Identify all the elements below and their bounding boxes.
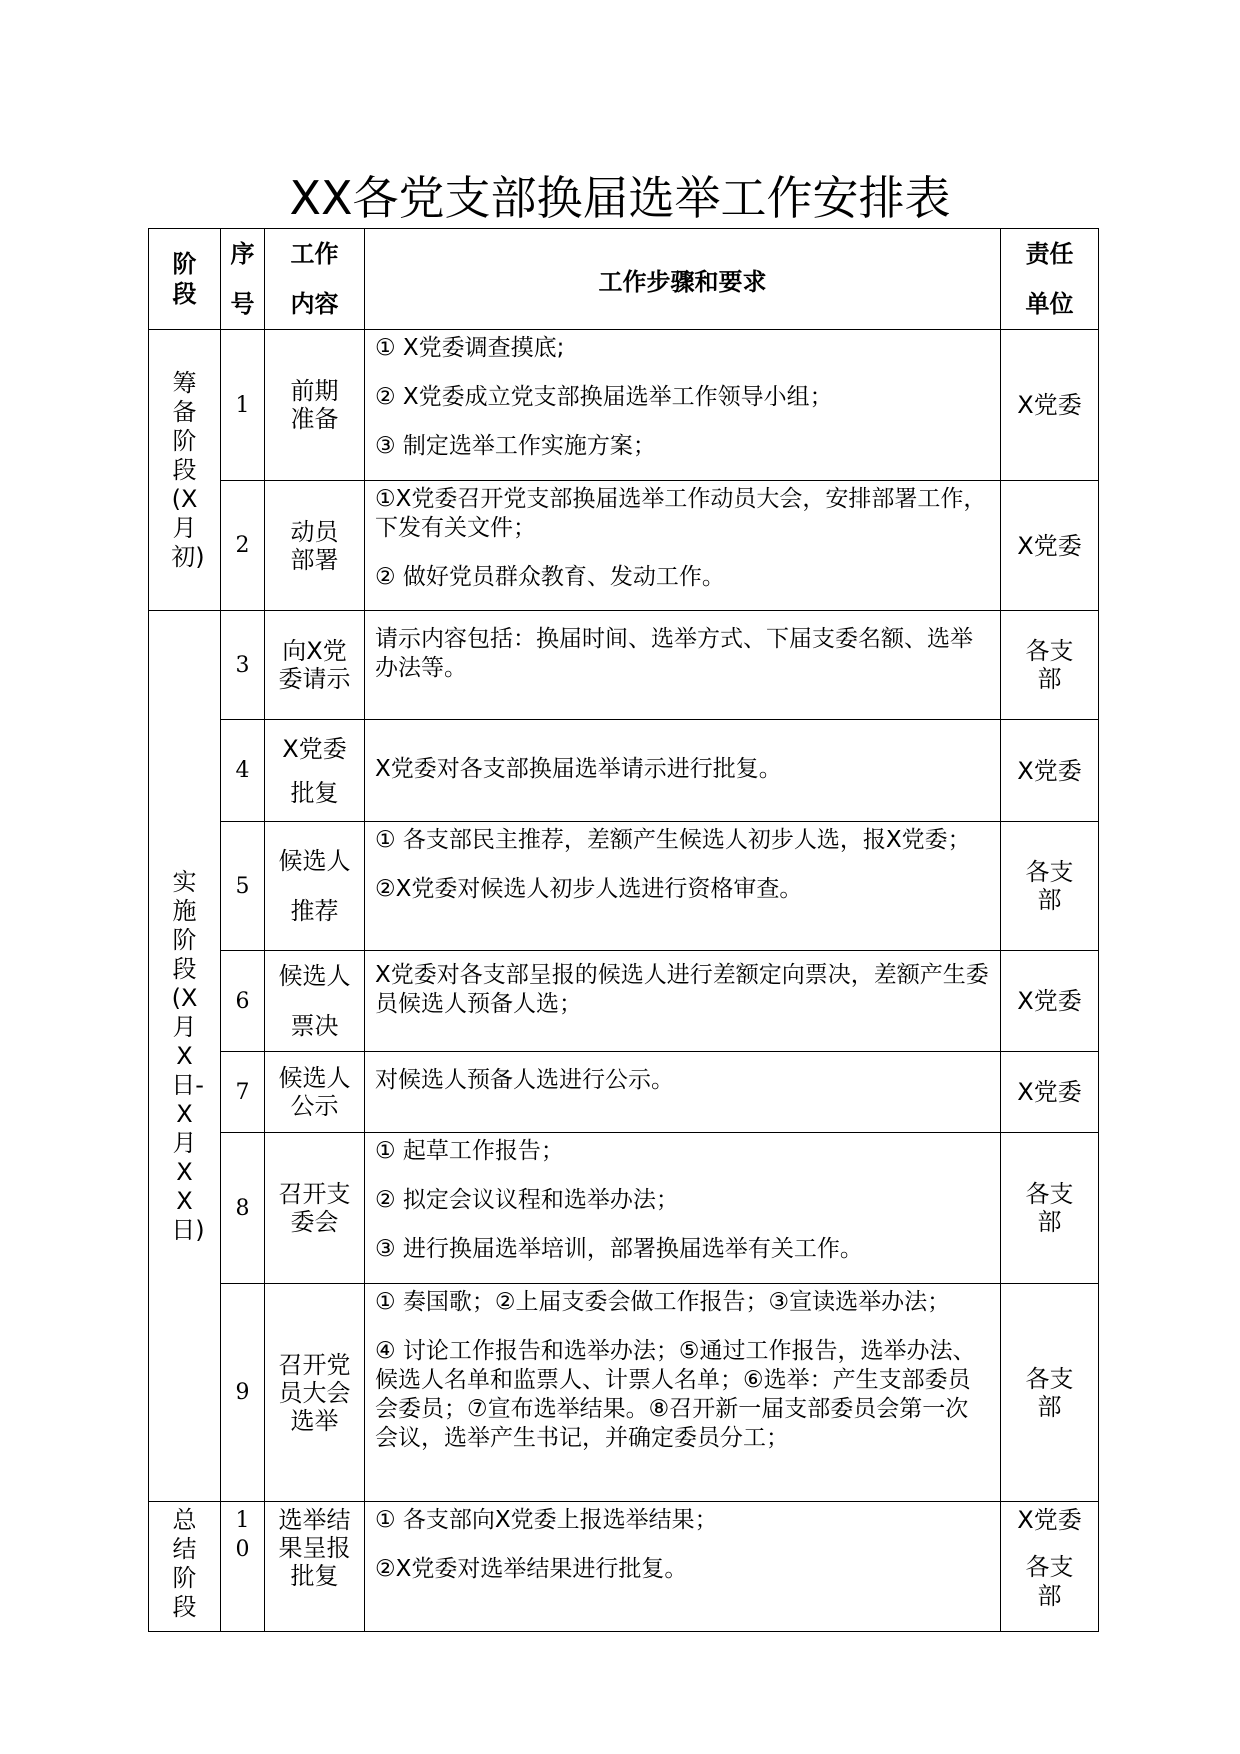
table-row (149, 1133, 1099, 1284)
steps-cell (365, 951, 1001, 1052)
resp-cell: X党委 各支部 (1001, 1502, 1099, 1632)
table-row (149, 1284, 1099, 1502)
table-row (149, 822, 1099, 951)
step-item: ③ 制定选举工作实施方案； (375, 433, 656, 459)
steps-cell (365, 1502, 1001, 1632)
table-row (149, 1502, 1099, 1632)
table-row (149, 481, 1099, 611)
content-cell: 召开支委会 (265, 1133, 365, 1284)
resp-cell: 各支部 (1001, 1284, 1099, 1502)
table-header-row (149, 229, 1099, 330)
content-cell: 前期准备 (265, 330, 365, 481)
step-item: 请示内容包括：换届时间、选举方式、下届支委名额、选举办法等。 (375, 626, 973, 681)
seq-cell: 1 (221, 330, 265, 481)
content-cell: 向X党委请示 (265, 611, 365, 720)
step-item: ①X党委召开党支部换届选举工作动员大会，安排部署工作，下发有关文件； (375, 486, 987, 541)
header-steps: 工作步骤和要求 (365, 229, 1001, 330)
seq-cell: 6 (221, 951, 265, 1052)
content-cell: 选举结果呈报批复 (265, 1502, 365, 1632)
step-item: X党委对各支部呈报的候选人进行差额定向票决，差额产生委员候选人预备人选； (375, 962, 989, 1017)
resp-cell: X党委 (1001, 330, 1099, 481)
steps-cell (365, 481, 1001, 611)
table-row (149, 330, 1099, 481)
table-row (149, 611, 1099, 720)
seq-cell: 7 (221, 1052, 265, 1133)
steps-cell (365, 720, 1001, 822)
step-item: ① 奏国歌；②上届支委会做工作报告；③宣读选举办法； (375, 1289, 951, 1315)
resp-cell: X党委 (1001, 951, 1099, 1052)
stage-cell-impl: 实施阶段(X月X日-X月XX日) (149, 611, 221, 1502)
stage-cell-prep: 筹备阶段(X月初) (149, 330, 221, 611)
steps-cell (365, 822, 1001, 951)
header-stage: 阶段 (149, 229, 221, 330)
step-item: X党委对各支部换届选举请示进行批复。 (375, 756, 782, 782)
seq-cell: 5 (221, 822, 265, 951)
table-row (149, 1052, 1099, 1133)
content-cell: 候选人推荐 (265, 822, 365, 951)
step-item: ④ 讨论工作报告和选举办法；⑤通过工作报告，选举办法、候选人名单和监票人、计票人名单；⑥选举：产生支部委员会委员；⑦宣布选举结果。⑧召开新一届支部委员会第一次会议，选举产生书记，并确定委员分工； (375, 1338, 976, 1451)
seq-cell: 10 (221, 1502, 265, 1632)
step-item: ② 做好党员群众教育、发动工作。 (375, 564, 725, 590)
table-row (149, 951, 1099, 1052)
content-cell: 候选人票决 (265, 951, 365, 1052)
content-cell: 候选人公示 (265, 1052, 365, 1133)
step-item: ②X党委对候选人初步人选进行资格审查。 (375, 876, 803, 902)
seq-cell: 2 (221, 481, 265, 611)
steps-cell (365, 1133, 1001, 1284)
resp-cell: X党委 (1001, 720, 1099, 822)
seq-cell: 9 (221, 1284, 265, 1502)
resp-cell: 各支部 (1001, 1133, 1099, 1284)
step-item: ① 各支部民主推荐，差额产生候选人初步人选，报X党委； (375, 827, 971, 853)
seq-cell: 8 (221, 1133, 265, 1284)
step-item: ③ 进行换届选举培训，部署换届选举有关工作。 (375, 1236, 863, 1262)
content-cell: 召开党员大会选举 (265, 1284, 365, 1502)
page-title: XX各党支部换届选举工作安排表 (289, 171, 951, 225)
steps-cell (365, 1052, 1001, 1133)
header-resp: 责任单位 (1001, 229, 1099, 330)
seq-cell: 4 (221, 720, 265, 822)
step-item: ① X党委调查摸底; (375, 335, 565, 361)
step-item: ② X党委成立党支部换届选举工作领导小组； (375, 384, 833, 410)
content-cell: 动员部署 (265, 481, 365, 611)
resp-cell: 各支部 (1001, 611, 1099, 720)
step-item: ① 各支部向X党委上报选举结果； (375, 1507, 718, 1533)
resp-cell: 各支部 (1001, 822, 1099, 951)
header-seq: 序号 (221, 229, 265, 330)
stage-cell-summary: 总结阶段 (149, 1502, 221, 1632)
step-item: ②X党委对选举结果进行批复。 (375, 1556, 688, 1582)
steps-cell (365, 611, 1001, 720)
schedule-table (148, 228, 1099, 1632)
step-item: ① 起草工作报告； (375, 1138, 564, 1164)
seq-cell: 3 (221, 611, 265, 720)
step-item: ② 拟定会议议程和选举办法； (375, 1187, 679, 1213)
table-row (149, 720, 1099, 822)
steps-cell (365, 330, 1001, 481)
resp-cell: X党委 (1001, 1052, 1099, 1133)
content-cell: X党委批复 (265, 720, 365, 822)
header-content: 工作内容 (265, 229, 365, 330)
step-item: 对候选人预备人选进行公示。 (375, 1067, 674, 1093)
steps-cell (365, 1284, 1001, 1502)
resp-cell: X党委 (1001, 481, 1099, 611)
